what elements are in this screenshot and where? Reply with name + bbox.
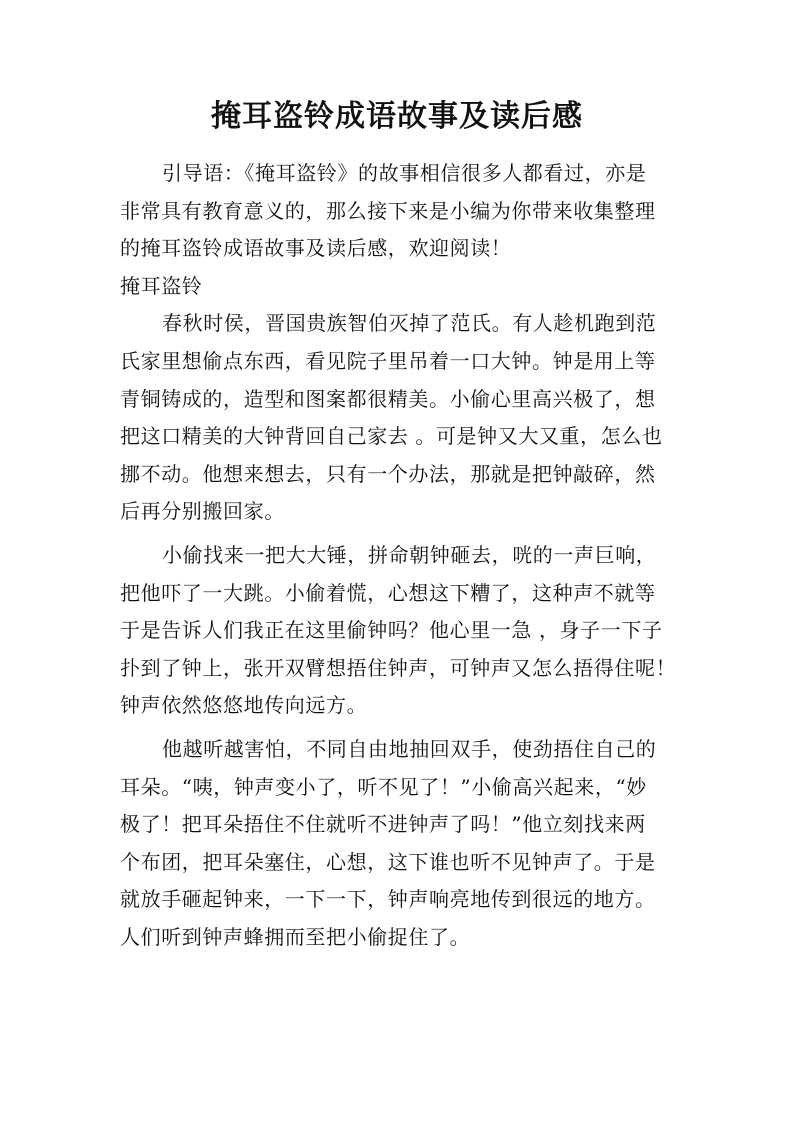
paragraph-line: 春秋时侯，晋国贵族智伯灭掉了范氏。有人趁机跑到范 — [162, 311, 657, 336]
paragraph-line: 耳朵。“咦，钟声变小了，听不见了！”小偷高兴起来，“妙 — [120, 774, 647, 799]
paragraph-line: 挪不动。他想来想去，只有一个办法，那就是把钟敲碎，然 — [120, 461, 656, 486]
paragraph-line: 人们听到钟声蜂拥而至把小偷捉住了。 — [120, 924, 471, 949]
paragraph-line: 氏家里想偷点东西，看见院子里吊着一口大钟。钟是用上等 — [120, 348, 656, 373]
paragraph-line: 他越听越害怕，不同自由地抽回双手，使劲捂住自己的 — [162, 736, 657, 761]
paragraph-line: 青铜铸成的，造型和图案都很精美。小偷心里高兴极了，想 — [120, 386, 656, 411]
paragraph-line: 引导语：《掩耳盗铃》的故事相信很多人都看过，亦是 — [162, 161, 647, 185]
paragraph-line: 钟声依然悠悠地传向远方。 — [120, 693, 368, 718]
paragraph-line: 把这口精美的大钟背回自己家去 。可是钟又大又重，怎么也 — [120, 424, 663, 449]
section-heading: 掩耳盗铃 — [120, 273, 203, 298]
story-paragraph-1 — [120, 305, 680, 531]
paragraph-line: 把他吓了一大跳。小偷着慌，心想这下糟了，这种声不就等 — [120, 580, 656, 605]
paragraph-line: 极了！把耳朵捂住不住就听不进钟声了吗！”他立刻找来两 — [120, 812, 646, 837]
paragraph-line: 于是告诉人们我正在这里偷钟吗？他心里一急 ，身子一下子 — [120, 618, 663, 643]
document-body — [120, 155, 680, 956]
story-paragraph-3 — [120, 731, 680, 957]
paragraph-line: 扑到了钟上，张开双臂想捂住钟声，可钟声又怎么捂得住呢！ — [120, 655, 677, 680]
paragraph-line: 后再分别搬回家。 — [120, 499, 285, 524]
paragraph-line: 就放手砸起钟来，一下一下，钟声响亮地传到很远的地方。 — [120, 887, 656, 912]
paragraph-line: 非常具有教育意义的，那么接下来是小编为你带来收集整理 — [120, 198, 656, 223]
paragraph-line: 的掩耳盗铃成语故事及读后感，欢迎阅读！ — [120, 236, 512, 261]
paragraph-line: 个布团，把耳朵塞住，心想，这下谁也听不见钟声了。于是 — [120, 849, 656, 874]
intro-paragraph — [120, 155, 680, 268]
story-paragraph-2 — [120, 537, 680, 725]
document-title: 掩耳盗铃成语故事及读后感 — [211, 99, 583, 134]
paragraph-line: 小偷找来一把大大锤，拼命朝钟砸去，咣的一声巨响， — [162, 542, 657, 567]
